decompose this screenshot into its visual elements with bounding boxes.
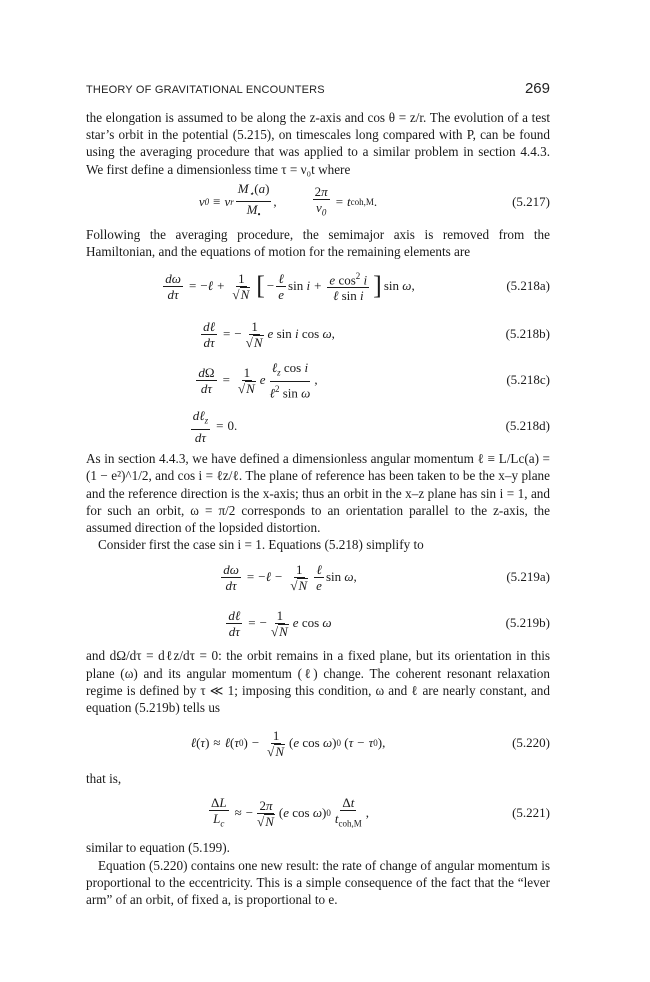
paragraph-1: the elongation is assumed to be along the z-axis and cos θ = z/r. The evolution of a test star’s orbit in the potential (5.215), on timescales long compared with P, can be found using the averaging procedure that was applied to a similar problem in section 4.4.3. We first define a dimensionless time τ = ν₀t where: [86, 110, 550, 177]
equation-number: (5.218c): [506, 372, 550, 388]
paragraph-2: Following the averaging procedure, the semimajor axis is removed from the Hamiltonian, and the equations of motion for the remaining elements are: [86, 226, 550, 260]
paragraph-7: similar to equation (5.199).: [86, 840, 230, 856]
equation-number: (5.219a): [506, 569, 550, 585]
equation-5-218d: $\frac{d\ell_z}{d\tau}$ = 0. (5.218d): [192, 407, 550, 445]
equation-number: (5.218d): [505, 418, 550, 434]
paragraph-4: Consider first the case sin i = 1. Equations (5.218) simplify to: [98, 537, 424, 553]
equation-number: (5.218b): [505, 326, 550, 342]
paragraph-8: Equation (5.220) contains one new result: the rate of change of angular momentum is proportional to the eccentricity. This is a simple consequence of the fact that the “lever arm” of an orbit, of fixed a, is proportional to e.: [86, 857, 550, 908]
paragraph-3: As in section 4.4.3, we have defined a dimensionless angular momentum ℓ ≡ L/Lc(a) = (1 − e²)^1/2, and cos i = ℓz/ℓ. The plane of reference has been taken to be the x–y plane and the reference direction is the x-axis; thus an orbit in the x–z plane has sin i = 1, and for such an orbit, ω = π/2 corresponds to an orientation parallel to the z-axis, the assumed direction of the lopsided distortion.: [86, 451, 550, 536]
equation-5-219b: $\frac{\text{dℓ}}{d\tau}$ = − 1 √ N e cos ω (5.219b): [228, 607, 550, 639]
equation-number: (5.218a): [506, 278, 550, 294]
equation-number: (5.219b): [505, 615, 550, 631]
paragraph-5: and dΩ/dτ = dℓz/dτ = 0: the orbit remains in a fixed plane, but its orientation in this plane (ω) and its angular momentum (ℓ) change. The coherent resonant relaxation regime is defined by τ ≪ 1; imposing this condition, ω and ℓ are nearly constant, and equation (5.219b) tells us: [86, 648, 550, 716]
equation-5-219a: $\frac{d\omega}{d\tau}$ = − ℓ − 1 √ N $\frac{\text{ℓ}}{e}$ sin ω , (5.219a): [223, 561, 550, 593]
page-header: [86, 80, 550, 97]
equation-5-221: $\frac{\Delta L}{L_c}$ ≈ − 2π √ N ( e cos ω ) 0 $\frac{\Delta t}{t_{coh,M}}$ , (5.221): [210, 795, 550, 829]
page-number: 269: [524, 80, 550, 97]
equation-5-220: ℓ ( τ ) ≈ ℓ ( τ 0 ) − 1 √ N ( e cos ω ) 0 ( τ − τ 0 ), (5.220): [190, 727, 550, 759]
equation-number: (5.217): [512, 193, 550, 209]
equation-5-217: ν 0 ≡ ν r $\frac{M_⋆(a)}{M_•}$ , $\frac{2\pi}{\nu_0}$ = t coh,M . (5.217): [198, 180, 550, 220]
equation-number: (5.221): [512, 805, 550, 821]
equation-5-218c: $\frac{d\Omega}{d\tau}$ = 1 √ N e $\frac{\ell_z \cos i}{\ell^2 \sin \omega}$ , (5.218c): [198, 360, 550, 401]
paragraph-6: that is,: [86, 771, 122, 787]
equation-number: (5.220): [512, 735, 550, 751]
running-head: THEORY OF GRAVITATIONAL ENCOUNTERS: [86, 84, 325, 96]
equation-5-218a: $\frac{d\omega}{d\tau}$ = − ℓ + 1 √ N [ − $\frac{\text{ℓ}}{e}$ sin i + $\frac{e \cos^2 i}{\text{ℓ sin i}}$ ] sin ω , (5.218a): [165, 270, 550, 304]
book-page: [86, 80, 550, 908]
equation-5-218b: $\frac{\text{dℓ}}{d\tau}$ = − 1 √ N e sin i cos ω , (5.218b): [203, 318, 550, 350]
